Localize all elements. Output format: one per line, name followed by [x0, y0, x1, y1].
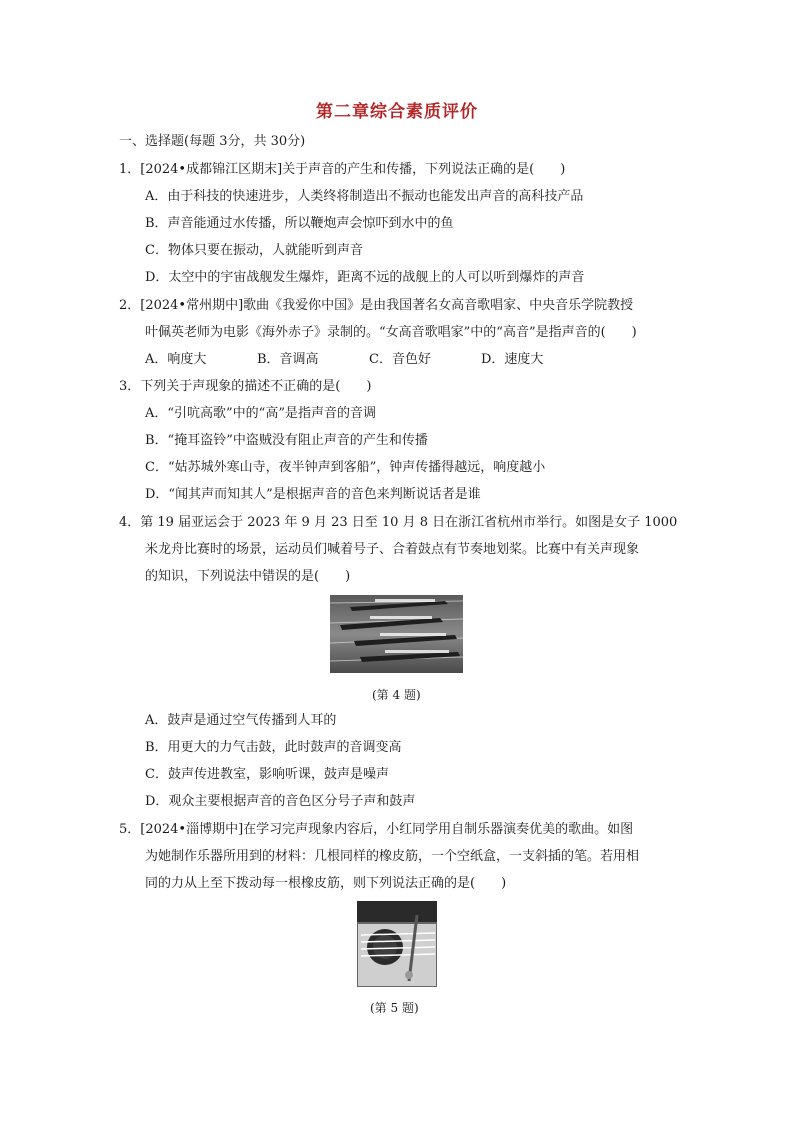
page-title: 第二章综合素质评价 [316, 102, 478, 122]
question-4-stem-line-2: 米龙舟比赛时的场景，运动员们喊着号子、合着鼓点有节奏地划桨。比赛中有关声现象 [145, 542, 640, 557]
question-1-option-d: D．太空中的宇宙战舰发生爆炸，距离不远的战舰上的人可以听到爆炸的声音 [145, 270, 585, 285]
question-5-stem-line-3: 同的力从上至下拨动每一根橡皮筋，则下列说法正确的是( ) [145, 876, 507, 891]
section-heading: 一、选择题(每题 3分，共 30分) [119, 134, 306, 149]
question-2-option-d: D．速度大 [481, 352, 544, 367]
question-3-option-a: A．“引吭高歌”中的“高”是指声音的音调 [145, 406, 376, 421]
question-3-option-b: B．“掩耳盗铃”中盗贼没有阻止声音的产生和传播 [145, 433, 428, 448]
question-4-option-b: B．用更大的力气击鼓，此时鼓声的音调变高 [145, 740, 402, 755]
question-4-stem-line-3: 的知识，下列说法中错误的是( ) [145, 569, 351, 584]
question-2-options [145, 351, 543, 369]
question-4-option-c: C．鼓声传进教室，影响听课，鼓声是噪声 [145, 767, 389, 782]
rubber-band-instrument-photo [357, 901, 437, 987]
question-2-option-b: B．音调高 [257, 352, 319, 367]
question-4-option-d: D．观众主要根据声音的音色区分号子声和鼓声 [145, 794, 416, 809]
question-1-stem: 1．[2024•成都锦江区期末]关于声音的产生和传播，下列说法正确的是( ) [119, 162, 566, 177]
question-2-option-a: A．响度大 [145, 352, 207, 367]
question-4-option-a: A．鼓声是通过空气传播到人耳的 [145, 713, 337, 728]
question-4-stem-line-1: 4．第 19 届亚运会于 2023 年 9 月 23 日至 10 月 8 日在浙江省杭州市举行。如图是女子 1000 [119, 515, 678, 530]
question-5-stem-line-2: 为她制作乐器所用到的材料：几根同样的橡皮筋，一个空纸盒，一支斜插的笔。若用相 [145, 849, 640, 864]
question-3-stem: 3．下列关于声现象的描述不正确的是( ) [119, 379, 372, 394]
question-5-figure-caption: (第 5 题) [370, 1001, 419, 1015]
question-5-stem-line-1: 5．[2024•淄博期中]在学习完声现象内容后，小红同学用自制乐器演奏优美的歌曲。如图 [119, 822, 634, 837]
dragon-boat-race-photo [330, 595, 463, 673]
question-3-option-c: C．“姑苏城外寒山寺，夜半钟声到客船”，钟声传播得越远，响度越小 [145, 460, 546, 475]
question-1-option-a: A．由于科技的快速进步，人类终将制造出不振动也能发出声音的高科技产品 [145, 189, 584, 204]
question-2-stem-line-1: 2．[2024•常州期中]歌曲《我爱你中国》是由我国著名女高音歌唱家、中央音乐学院教授 [119, 298, 634, 313]
question-1-option-b: B．声音能通过水传播，所以鞭炮声会惊吓到水中的鱼 [145, 216, 454, 231]
question-4-figure-caption: (第 4 题) [372, 688, 421, 702]
question-2-option-c: C．音色好 [369, 352, 431, 367]
question-3-option-d: D．“闻其声而知其人”是根据声音的音色来判断说话者是谁 [145, 487, 481, 502]
question-1-option-c: C．物体只要在振动，人就能听到声音 [145, 243, 363, 258]
question-2-stem-line-2: 叶佩英老师为电影《海外赤子》录制的。“女高音歌唱家”中的“高音”是指声音的( ) [145, 325, 637, 340]
